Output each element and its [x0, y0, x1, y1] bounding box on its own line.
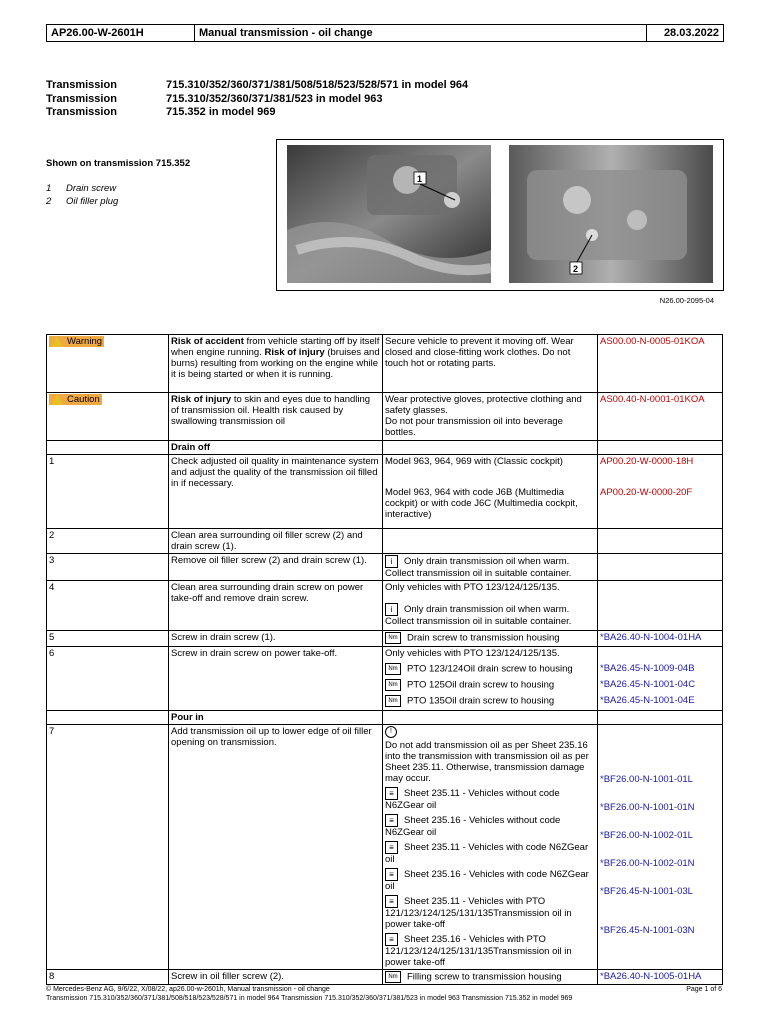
torque-icon: Nm [385, 663, 401, 675]
legend-item: 2 Oil filler plug [46, 195, 119, 207]
table-row: Caution Risk of injury to skin and eyes due to handling of transmission oil. Health risk caused by swallowing transmission oil Wear protective gloves, protective clothing and safety glasses. Do not pour transmission oil into beverage bottles. AS00.40-N-0001-01KOA [47, 393, 723, 441]
section-row: Drain off [47, 441, 723, 455]
reference-link[interactable]: *BF26.00-N-1001-01L [600, 774, 693, 785]
reference-link[interactable]: *BF26.45-N-1001-03N [600, 925, 695, 936]
transmission-list [46, 79, 468, 120]
transmission-figure [276, 139, 724, 291]
table-row: 2 Clean area surrounding oil filler screw (2) and drain screw (1). [47, 529, 723, 554]
table-row: 1 Check adjusted oil quality in maintenance system and adjust the quality of the transmission oil filled in if necessary. Model 963, 964, 969 with (Classic cockpit) Model 963, 964 with code J6B (Multimedia cockpit) or with code J6C (Multimedia cockpit, interactive) AP00.20-W-0000-18H AP00.20-W-0000-20F [47, 455, 723, 529]
table-row: 8 Screw in oil filler screw (2). Nm Filling screw to transmission housing *BA26.40-N-1005-01HA [47, 970, 723, 985]
table-row: 6 Screw in drain screw on power take-off. Only vehicles with PTO 123/124/125/135. Nm PTO 123/124Oil drain screw to housing Nm PTO 125Oil drain screw to housing Nm PTO 135Oil drain screw to housing *BA26.45-N-1009-04B *BA26.45-N-1001-04C *BA26.45-N-1001-04E [47, 647, 723, 711]
info-icon: i [385, 555, 398, 568]
table-row: 4 Clean area surrounding drain screw on power take-off and remove drain screw. Only vehicles with PTO 123/124/125/135. i Only drain transmission oil when warm. Collect transmission oil in suitable container. [47, 581, 723, 631]
warning-badge: Warning [49, 336, 104, 347]
reference-link[interactable]: AP00.20-W-0000-18H [600, 456, 694, 467]
callout-2: 2 [573, 264, 579, 274]
page-footer: © Mercedes-Benz AG, 9/6/22, X/08/22, ap26.00-w-2601h, Manual transmission - oil change Transmission 715.310/352/360/371/381/508/518/523/528/571 in model 964 Transmission 715.310/352/360/371/381/523 in model 963 Transmission 715.352 in model 969 Page 1 of 6 [46, 986, 722, 1002]
table-row: Warning Risk of accident from vehicle starting off by itself when engine running. Risk of injury (bruises and burns) resulting from working on the engine while it is being started or when it is running. Secure vehicle to prevent it moving off. Wear closed and close-fitting work clothes. Do not touch hot or rotating parts. AS00.00-N-0005-01KOA [47, 335, 723, 393]
oil-can-icon: ≡ [385, 841, 398, 854]
torque-item: Nm PTO 123/124Oil drain screw to housing [385, 663, 595, 675]
figure-legend [46, 183, 118, 208]
legend-item: 1 Drain screw [46, 183, 117, 194]
table-row: 7 Add transmission oil up to lower edge of oil filler opening on transmission. ! Do not add transmission oil as per Sheet 235.16 into the transmission with transmission oil as per Sheet 235.11. Otherwise, transmission damage may occur. ≡ Sheet 235.11 - Vehicles without code N6ZGear oil ≡ Sheet 235.16 - Vehicles without code N6ZGear oil ≡ Sheet 235.11 - Vehicles with code N6ZGear oil ≡ Sheet 235.16 - Vehicles with code N6ZGear oil ≡ Sheet 235.11 - Vehicles with PTO 121/123/124/125/131/135Transmission oil in power take-off ≡ Sheet 235.16 - Vehicles with PTO 121/123/124/125/131/135Transmission oil in power take-off *BF26.00-N-1001-01L *BF26.00-N-1001-01N *BF26.00-N-1002-01L *BF26.00-N-1002-01N *BF26.45-N-1001-03L *BF26.45-N-1001-03N [47, 725, 723, 970]
transmission-row: Transmission 715.352 in model 969 [46, 106, 276, 118]
oil-item: ≡ Sheet 235.16 - Vehicles without code N6ZGear oil [385, 815, 561, 838]
reference-link[interactable]: AP00.20-W-0000-20F [600, 487, 693, 498]
torque-icon: Nm [385, 971, 401, 983]
reference-link[interactable]: *BA26.40-N-1005-01HA [598, 970, 723, 985]
transmission-row: Transmission 715.310/352/360/371/381/523 in model 963 [46, 92, 383, 105]
oil-can-icon: ≡ [385, 814, 398, 827]
reference-link[interactable]: *BF26.00-N-1002-01L [600, 830, 693, 841]
info-icon: i [385, 603, 398, 616]
oil-can-icon: ≡ [385, 895, 398, 908]
reference-link[interactable]: *BA26.45-N-1001-04C [600, 679, 696, 690]
warning-triangle-icon [51, 336, 63, 347]
table-row: 3 Remove oil filler screw (2) and drain screw (1). i Only drain transmission oil when warm. Collect transmission oil in suitable container. [47, 554, 723, 581]
figure-caption: N26.00-2095-04 [659, 296, 714, 305]
attention-icon: ! [385, 726, 397, 738]
transmission-row: Transmission 715.310/352/360/371/381/508/518/523/528/571 in model 964 [46, 79, 469, 91]
doc-id: AP26.00-W-2601H [47, 25, 195, 41]
oil-can-icon: ≡ [385, 787, 398, 800]
page-number: Page 1 of 6 [686, 986, 722, 993]
oil-item: ≡ Sheet 235.11 - Vehicles without code N6ZGear oil [385, 788, 560, 811]
table-row: 5 Screw in drain screw (1). Nm Drain screw to transmission housing *BA26.40-N-1004-01HA [47, 631, 723, 647]
reference-link[interactable]: *BA26.40-N-1004-01HA [598, 631, 723, 647]
reference-link[interactable]: *BF26.00-N-1002-01N [600, 858, 695, 869]
torque-icon: Nm [385, 695, 401, 707]
torque-icon: Nm [385, 632, 401, 644]
section-row: Pour in [47, 711, 723, 725]
torque-item: Nm PTO 135Oil drain screw to housing [385, 695, 595, 707]
caution-badge: Caution [49, 394, 102, 405]
reference-link[interactable]: AS00.00-N-0005-01KOA [598, 335, 723, 393]
oil-item: ≡ Sheet 235.11 - Vehicles with PTO 121/123/124/125/131/135Transmission oil in power take-off [385, 896, 572, 930]
transmission-photo-illustration [277, 140, 723, 290]
oil-can-icon: ≡ [385, 933, 398, 946]
warning-triangle-icon [51, 394, 63, 405]
doc-title: Manual transmission - oil change [195, 25, 647, 41]
shown-on-label: Shown on transmission 715.352 [46, 158, 191, 169]
reference-link[interactable]: *BF26.00-N-1001-01N [600, 802, 695, 813]
reference-link[interactable]: *BA26.45-N-1009-04B [600, 663, 695, 674]
oil-can-icon: ≡ [385, 868, 398, 881]
torque-item: Nm PTO 125Oil drain screw to housing [385, 679, 595, 691]
oil-item: ≡ Sheet 235.11 - Vehicles with code N6ZGear oil [385, 842, 589, 865]
torque-icon: Nm [385, 679, 401, 691]
reference-link[interactable]: AS00.40-N-0001-01KOA [598, 393, 723, 441]
doc-date: 28.03.2022 [663, 27, 719, 39]
reference-link[interactable]: *BA26.45-N-1001-04E [600, 695, 695, 706]
oil-item: ≡ Sheet 235.16 - Vehicles with code N6ZGear oil [385, 869, 589, 892]
oil-item: ≡ Sheet 235.16 - Vehicles with PTO 121/123/124/125/131/135Transmission oil in power take-off [385, 934, 572, 968]
document-header [46, 24, 724, 42]
procedure-table [46, 334, 723, 985]
callout-1: 1 [417, 174, 423, 184]
reference-link[interactable]: *BF26.45-N-1001-03L [600, 886, 693, 897]
